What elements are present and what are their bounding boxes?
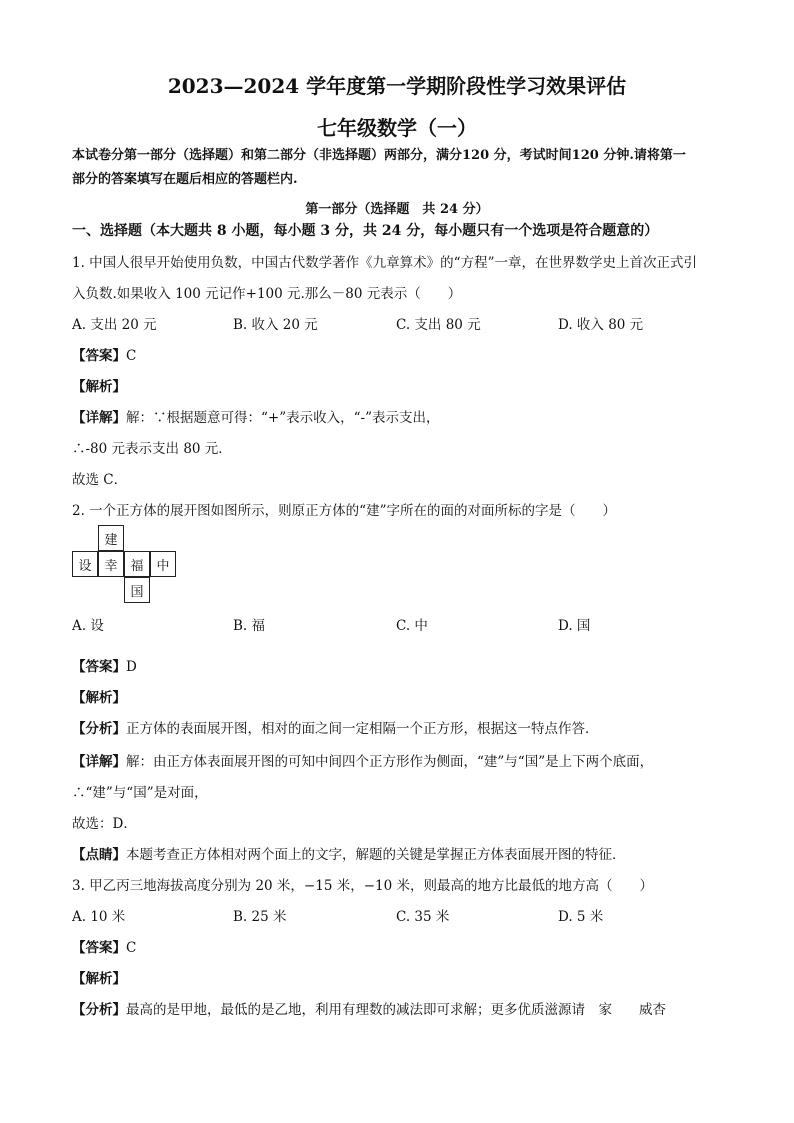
q2-option-d: D. 国: [558, 618, 591, 634]
q1-option-a: A. 支出 20 元: [72, 317, 157, 333]
q3-option-a: A. 10 米: [72, 909, 126, 925]
section-heading: 一、选择题（本大题共 8 小题，每小题 3 分，共 24 分，每小题只有一个选项是符合题意的）: [72, 223, 659, 239]
comment-text: 本题考查正方体相对两个面上的文字，解题的关键是掌握正方体表面展开图的特征．: [126, 847, 626, 863]
answer-value: D: [126, 659, 137, 675]
q3-analysis: [72, 998, 666, 1018]
analysis-tag: 【分析】: [72, 721, 126, 737]
answer-tag: 【答案】: [72, 940, 126, 956]
q3-answer: [72, 936, 136, 956]
net-cell-top: 建: [98, 525, 124, 551]
answer-tag: 【答案】: [72, 348, 126, 364]
q2-detail-line-2: ∴“建”与“国”是对面，: [72, 785, 208, 801]
instructions-line-2: 部分的答案填写在题后相应的答题栏内.: [72, 172, 298, 187]
q3-analysis-tag: 【解析】: [72, 971, 126, 987]
exam-subtitle: 七年级数学（一）: [317, 116, 477, 140]
q2-option-a: A. 设: [72, 618, 104, 634]
exam-title: 2023—2024 学年度第一学期阶段性学习效果评估: [167, 74, 627, 98]
q1-option-b: B. 收入 20 元: [233, 317, 318, 333]
q2-comment: [72, 843, 626, 863]
q3-option-b: B. 25 米: [233, 909, 287, 925]
q1-answer: [72, 344, 136, 364]
cube-net-figure: [72, 525, 180, 605]
analysis-text: 正方体的表面展开图，相对的面之间一定相隔一个正方形，根据这一特点作答．: [126, 721, 599, 737]
q3-option-c: C. 35 米: [396, 909, 450, 925]
net-cell-4: 中: [150, 551, 176, 577]
net-cell-bottom: 国: [124, 577, 150, 603]
q1-stem-line-2: 入负数.如果收入 100 元记作+100 元.那么－80 元表示（ ）: [72, 286, 462, 302]
q2-analysis: [72, 717, 599, 737]
q2-detail: [72, 750, 653, 770]
q2-option-b: B. 福: [233, 618, 266, 634]
q1-choose: 故选 C．: [72, 472, 128, 488]
net-cell-2: 幸: [98, 551, 124, 577]
analysis-text: 最高的是甲地，最低的是乙地，利用有理数的减法即可求解；更多优质滋源请 家 威杏: [126, 1002, 666, 1018]
q2-option-c: C. 中: [396, 618, 428, 634]
q3-stem: 3. 甲乙丙三地海拔高度分别为 20 米，−15 米，−10 米，则最高的地方比最低的地方高（ ）: [72, 878, 653, 894]
comment-tag: 【点睛】: [72, 847, 126, 863]
q1-analysis-tag: 【解析】: [72, 379, 126, 395]
q2-answer: [72, 655, 137, 675]
q2-stem: 2. 一个正方体的展开图如图所示，则原正方体的“建”字所在的面的对面所标的字是（ ）: [72, 503, 616, 519]
part-one-heading: 第一部分（选择题 共 24 分）: [305, 202, 489, 217]
q2-analysis-tag: 【解析】: [72, 690, 126, 706]
q3-option-d: D. 5 米: [558, 909, 604, 925]
q1-detail: [72, 406, 439, 426]
net-cell-3: 福: [124, 551, 150, 577]
q1-option-d: D. 收入 80 元: [558, 317, 644, 333]
answer-tag: 【答案】: [72, 659, 126, 675]
detail-tag: 【详解】: [72, 410, 126, 426]
instructions-line-1: 本试卷分第一部分（选择题）和第二部分（非选择题）两部分，满分120 分，考试时间120 分钟.请将第一: [72, 148, 686, 163]
exam-instructions: [72, 144, 732, 192]
q2-choose: 故选：D．: [72, 816, 137, 832]
detail-text: 解：∵根据题意可得：“+”表示收入，“-”表示支出，: [126, 410, 440, 426]
detail-tag: 【详解】: [72, 754, 126, 770]
q1-detail-line-2: ∴-80 元表示支出 80 元．: [72, 441, 232, 457]
net-cell-1: 设: [72, 551, 98, 577]
q1-stem-line-1: 1. 中国人很早开始使用负数，中国古代数学著作《九章算术》的“方程”一章，在世界数学史上首次正式引: [72, 255, 697, 271]
q1-option-c: C. 支出 80 元: [396, 317, 481, 333]
detail-text: 解：由正方体表面展开图的可知中间四个正方形作为侧面，“建”与“国”是上下两个底面，: [126, 754, 654, 770]
answer-value: C: [126, 348, 137, 364]
analysis-tag: 【分析】: [72, 1002, 126, 1018]
answer-value: C: [126, 940, 137, 956]
